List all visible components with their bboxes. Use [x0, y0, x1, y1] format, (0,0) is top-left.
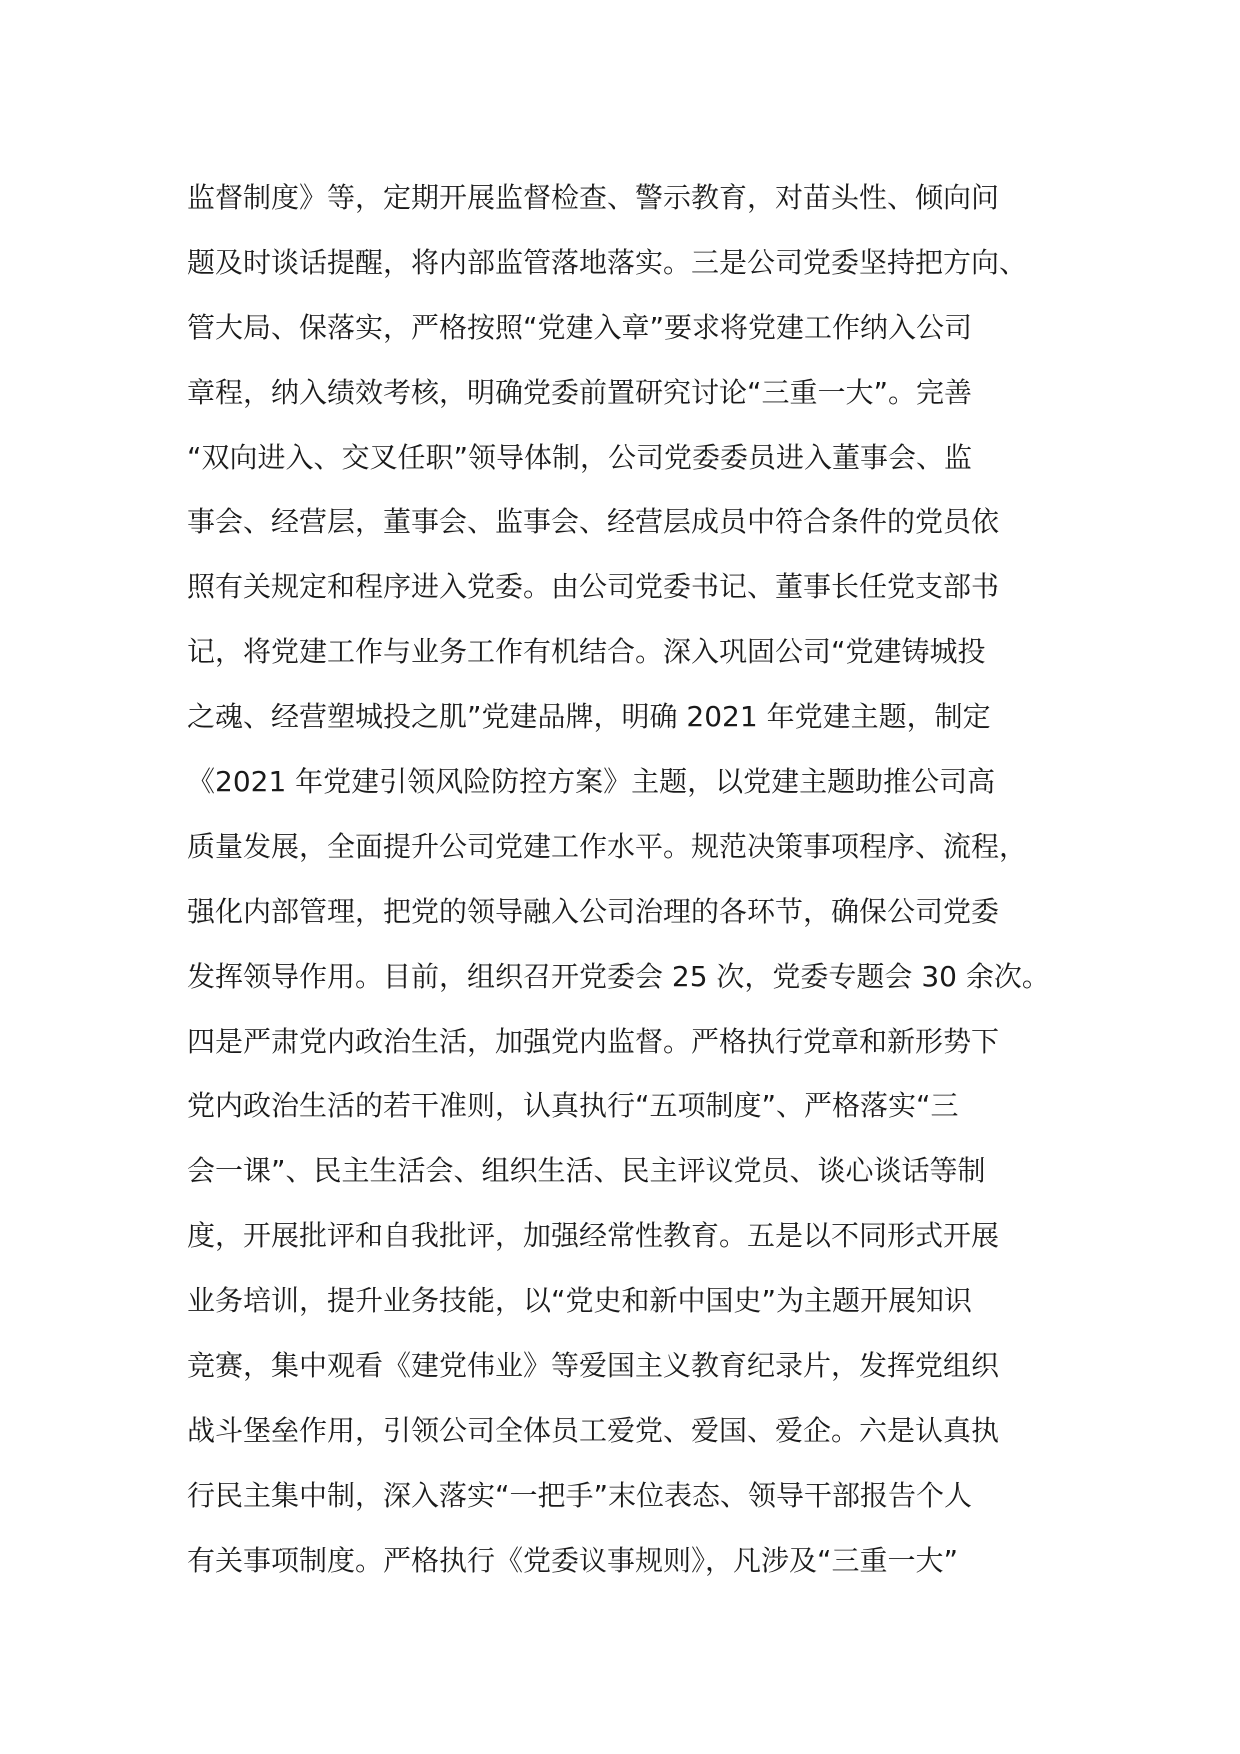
text-line-6: 事会、经营层，董事会、监事会、经营层成员中符合条件的党员依	[187, 505, 1000, 539]
text-line-9: 之魂、经营塑城投之肌”党建品牌，明确 2021 年党建主题，制定	[187, 700, 991, 734]
text-line-1: 监督制度》等，定期开展监督检查、警示教育，对苗头性、倾向问	[187, 181, 1000, 214]
text-line-18: 业务培训，提升业务技能，以“党史和新中国史”为主题开展知识	[187, 1284, 973, 1318]
text-line-7: 照有关规定和程序进入党委。由公司党委书记、董事长任党支部书	[187, 570, 1000, 604]
text-line-3: 管大局、保落实，严格按照“党建入章”要求将党建工作纳入公司	[187, 310, 973, 344]
text-line-20: 战斗堡垒作用，引领公司全体员工爱党、爱国、爱企。六是认真执	[187, 1413, 1000, 1447]
text-line-19: 竞赛，集中观看《建党伟业》等爱国主义教育纪录片，发挥党组织	[187, 1349, 1000, 1383]
text-line-15: 党内政治生活的若干准则，认真执行“五项制度”、严格落实“三	[187, 1089, 959, 1123]
text-line-11: 质量发展，全面提升公司党建工作水平。规范决策事项程序、流程，	[187, 829, 1028, 863]
text-line-8: 记，将党建工作与业务工作有机结合。深入巩固公司“党建铸城投	[187, 635, 986, 669]
text-line-5: “双向进入、交叉任职”领导体制，公司党委委员进入董事会、监	[187, 440, 973, 474]
text-line-13: 发挥领导作用。目前，组织召开党委会 25 次，党委专题会 30 余次。	[187, 959, 1050, 993]
text-line-22: 有关事项制度。严格执行《党委议事规则》，凡涉及“三重一大”	[187, 1543, 959, 1577]
text-line-10: 《2021 年党建引领风险防控方案》主题，以党建主题助推公司高	[187, 765, 996, 799]
text-line-17: 度，开展批评和自我批评，加强经常性教育。五是以不同形式开展	[187, 1219, 1000, 1253]
text-line-12: 强化内部管理，把党的领导融入公司治理的各环节，确保公司党委	[187, 894, 1000, 928]
text-line-21: 行民主集中制，深入落实“一把手”末位表态、领导干部报告个人	[187, 1478, 973, 1512]
text-line-2: 题及时谈话提醒，将内部监管落地落实。三是公司党委坚持把方向、	[187, 245, 1028, 279]
text-line-14: 四是严肃党内政治生活，加强党内监督。严格执行党章和新形势下	[187, 1024, 1000, 1058]
text-line-16: 会一课”、民主生活会、组织生活、民主评议党员、谈心谈话等制	[187, 1154, 986, 1188]
body-text	[187, 166, 1067, 1594]
text-line-4: 章程，纳入绩效考核，明确党委前置研究讨论“三重一大”。完善	[187, 375, 973, 409]
